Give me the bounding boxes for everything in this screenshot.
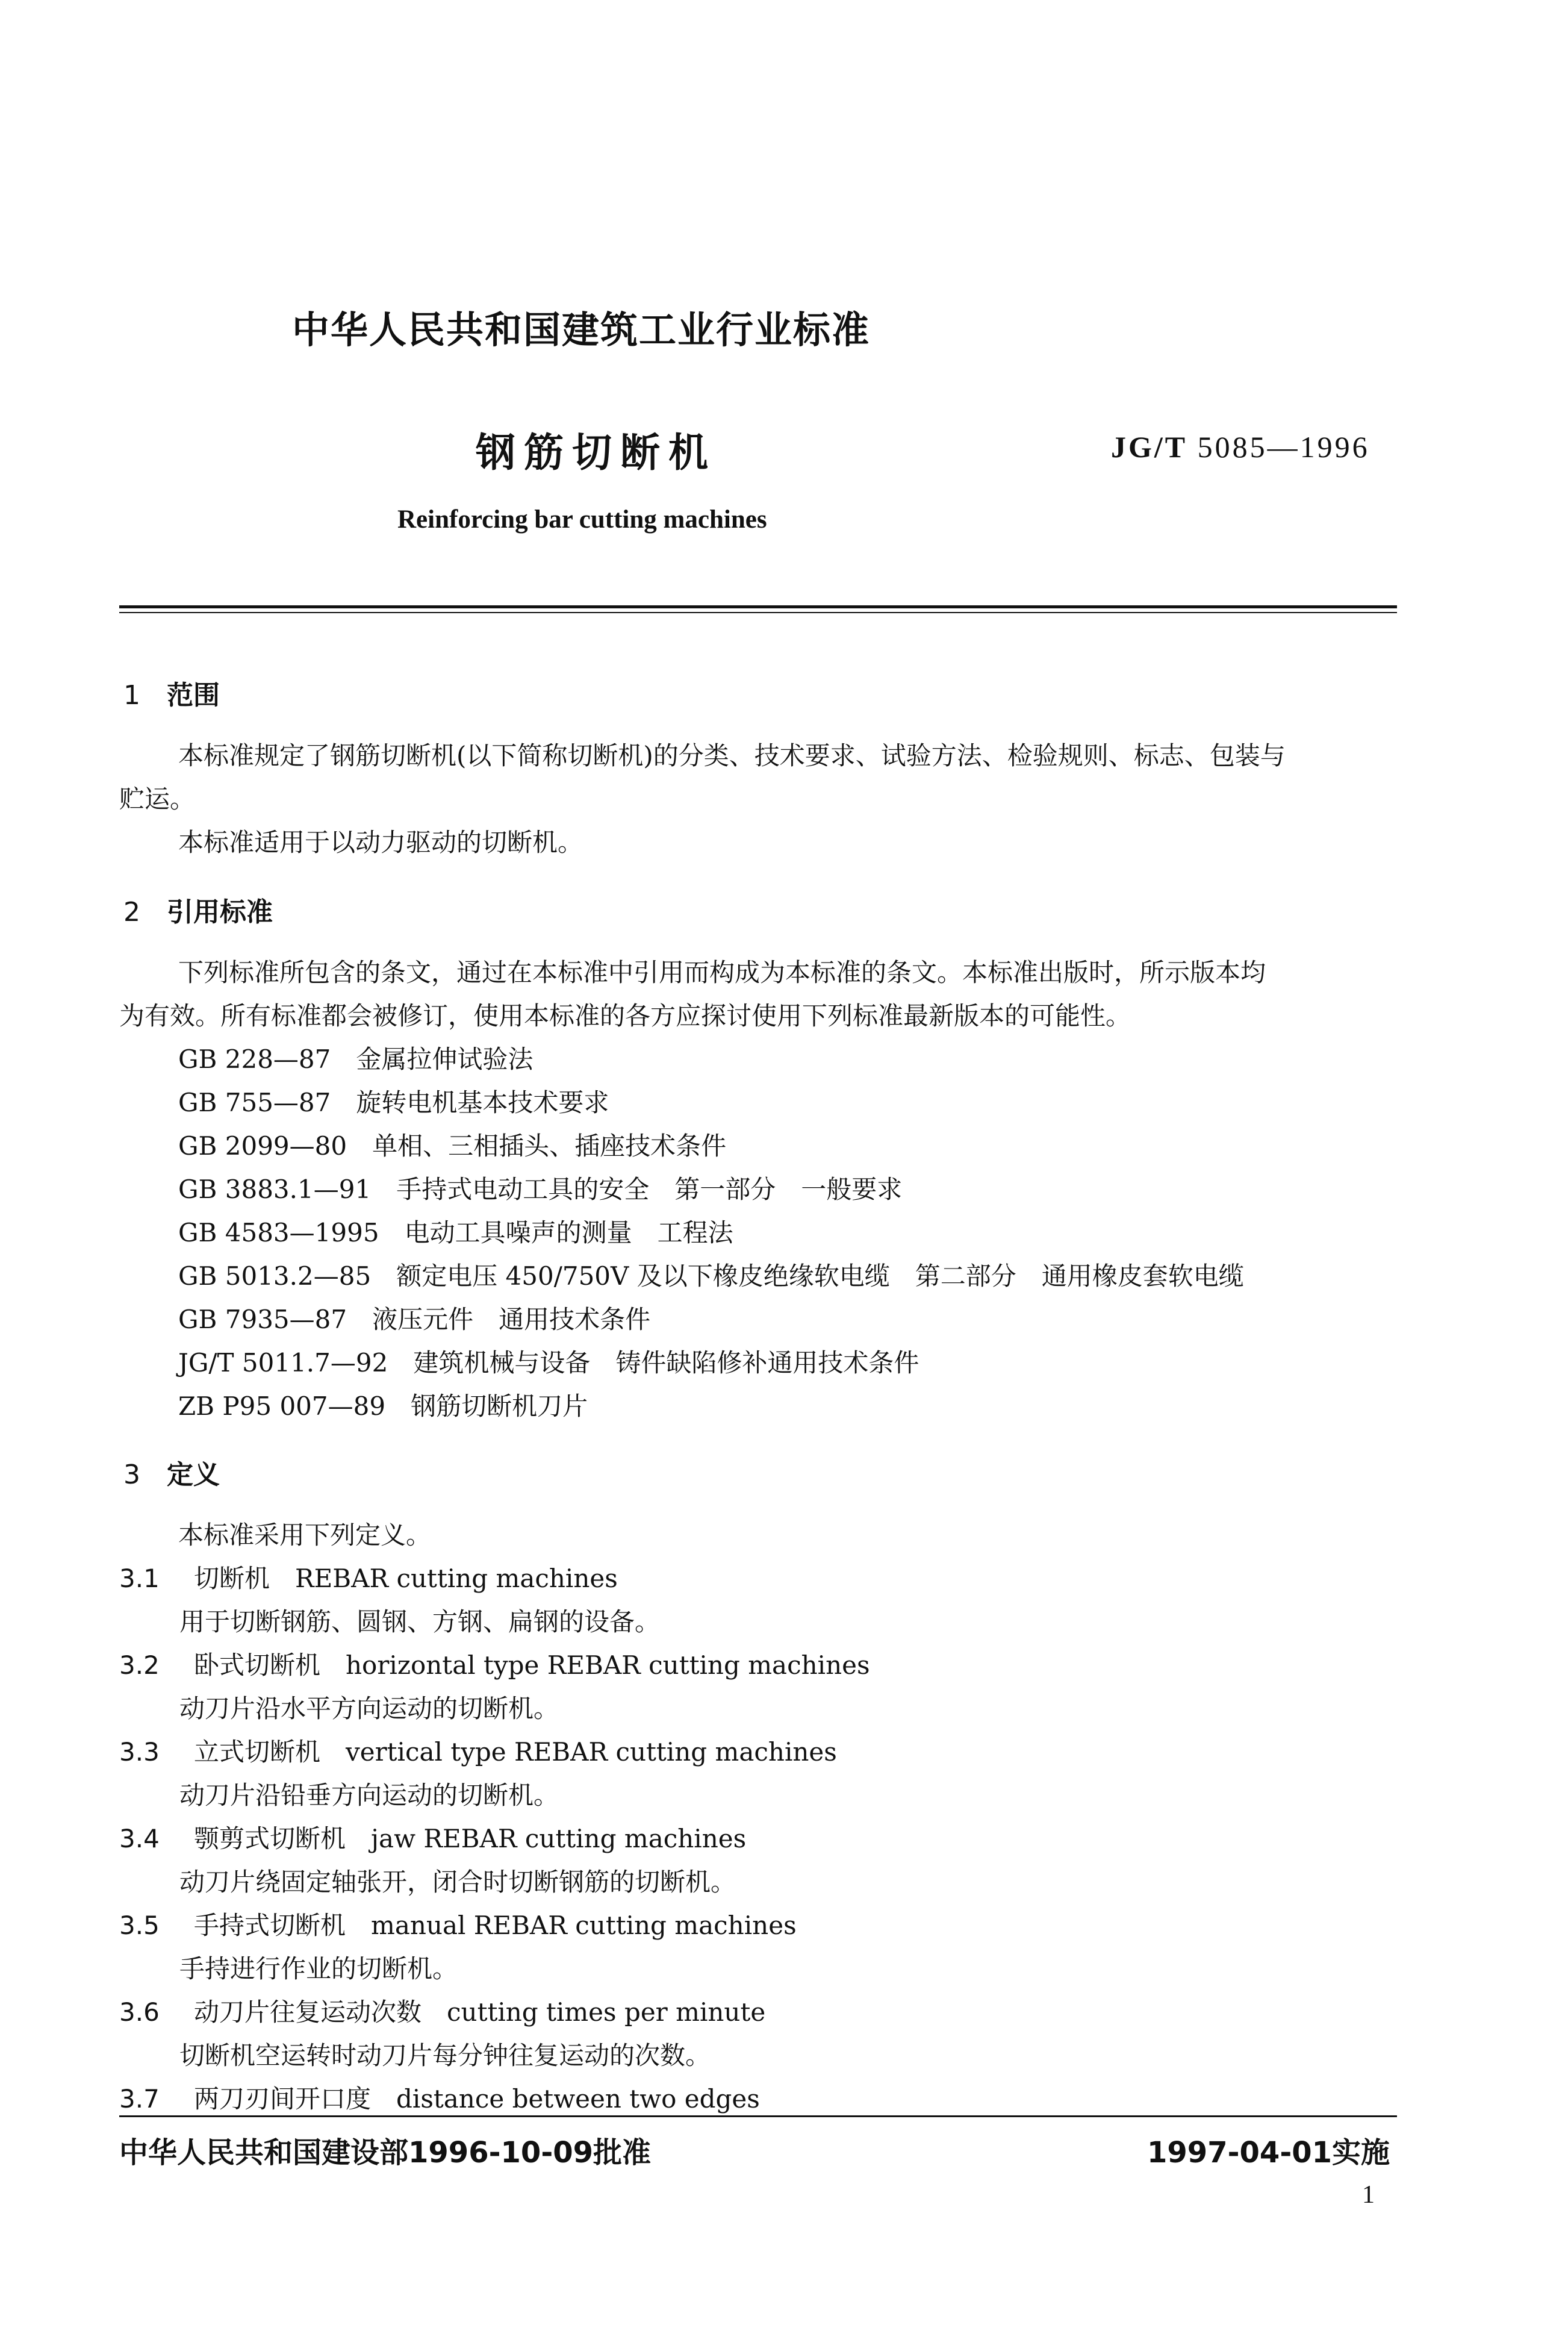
reference-name: 液压元件 通用技术条件 [372,1305,651,1334]
definition-description: 动刀片绕固定轴张开，闭合时切断钢筋的切断机。 [179,1867,736,1897]
definition-term-text: 切断机 REBAR cutting machines [194,1564,618,1593]
section-title: 范围 [167,680,220,711]
section-3-intro: 本标准采用下列定义。 [178,1520,432,1550]
reference-code: GB 755—87 [178,1088,331,1117]
section-1-paragraph-1-line-1: 本标准规定了钢筋切断机(以下简称切断机)的分类、技术要求、试验方法、检验规则、标志、包装与 [178,741,1286,770]
reference-item [178,1387,588,1423]
definition-term-text: 手持式切断机 manual REBAR cutting machines [194,1911,797,1940]
page-number: 1 [1362,2181,1375,2209]
footer-rule [119,2115,1397,2117]
reference-item [178,1343,919,1379]
definition-number: 3.4 [119,1824,160,1853]
section-2-heading [123,890,273,929]
reference-name: 旋转电机基本技术要求 [356,1088,609,1117]
definition-number: 3.5 [119,1911,160,1940]
reference-item [178,1126,726,1162]
approval-statement: 中华人民共和国建设部1996-10-09批准 [119,2136,652,2170]
reference-name: 钢筋切断机刀片 [411,1391,588,1421]
definition-term [119,1732,837,1768]
reference-code: GB 4583—1995 [178,1218,379,1247]
reference-code: JG/T 5011.7—92 [178,1348,388,1378]
definition-number: 3.7 [119,2084,160,2114]
section-number: 2 [123,897,140,928]
header-rule-thin [119,612,1397,613]
reference-code: GB 7935—87 [178,1305,347,1334]
section-2-paragraph-line-2: 为有效。所有标准都会被修订，使用本标准的各方应探讨使用下列标准最新版本的可能性。 [119,1001,1131,1031]
section-1-paragraph-2: 本标准适用于以动力驱动的切断机。 [178,828,583,857]
reference-item [178,1170,902,1206]
reference-code: GB 228—87 [178,1044,331,1074]
definition-term [119,1559,618,1595]
section-1-paragraph-1-line-2: 贮运。 [119,784,196,814]
effective-date: 1997-04-01实施 [1147,2136,1390,2170]
definition-number: 3.2 [119,1650,160,1680]
definition-term-text: 卧式切断机 horizontal type REBAR cutting machines [194,1650,870,1680]
reference-name: 电动工具噪声的测量 工程法 [404,1218,733,1247]
reference-name: 建筑机械与设备 铸件缺陷修补通用技术条件 [413,1348,919,1378]
section-number: 1 [123,680,140,711]
reference-code: GB 5013.2—85 [178,1261,372,1291]
reference-code: GB 2099—80 [178,1131,347,1161]
definition-term [119,1646,870,1682]
section-1-heading [123,673,220,712]
definition-description: 动刀片沿铅垂方向运动的切断机。 [179,1780,559,1810]
definition-term-text: 立式切断机 vertical type REBAR cutting machines [194,1737,837,1767]
issuing-organization: 中华人民共和国建筑工业行业标准 [292,308,871,352]
reference-item [178,1300,650,1336]
definition-description: 手持进行作业的切断机。 [179,1954,458,1983]
standard-code [1111,429,1370,464]
reference-item [178,1083,609,1119]
definition-term [119,1992,765,2029]
reference-code: ZB P95 007—89 [178,1391,386,1421]
reference-item [178,1256,1244,1293]
definition-number: 3.3 [119,1737,160,1767]
reference-name: 手持式电动工具的安全 第一部分 一般要求 [396,1175,903,1204]
section-3-heading [123,1453,220,1491]
reference-name: 金属拉伸试验法 [356,1044,534,1074]
section-title: 定义 [167,1459,220,1490]
definition-term-text: 颚剪式切断机 jaw REBAR cutting machines [194,1824,747,1853]
definition-description: 动刀片沿水平方向运动的切断机。 [179,1694,559,1723]
reference-name: 额定电压 450/750V 及以下橡皮绝缘软电缆 第二部分 通用橡皮套软电缆 [396,1261,1244,1291]
definition-number: 3.6 [119,1997,160,2027]
reference-name: 单相、三相插头、插座技术条件 [372,1131,727,1161]
reference-item [178,1213,733,1249]
section-number: 3 [123,1459,140,1490]
standard-code-prefix: JG/T [1111,430,1188,464]
definition-term-text: 动刀片往复运动次数 cutting times per minute [194,1997,766,2027]
standard-title-en: Reinforcing bar cutting machines [397,505,767,534]
section-title: 引用标准 [167,897,273,928]
standard-title-cn: 钢筋切断机 [476,429,717,476]
standard-code-number: 5085—1996 [1197,430,1370,464]
section-2-paragraph-line-1: 下列标准所包含的条文，通过在本标准中引用而构成为本标准的条文。本标准出版时，所示版本均 [178,958,1266,987]
definition-number: 3.1 [119,1564,160,1593]
definition-description: 切断机空运转时动刀片每分钟往复运动的次数。 [179,2041,711,2070]
definition-term [119,1819,746,1855]
definition-term-text: 两刀刃间开口度 distance between two edges [194,2084,760,2114]
reference-item [178,1040,533,1076]
reference-code: GB 3883.1—91 [178,1175,372,1204]
header-rule-thick [119,605,1397,608]
definition-term-cut-off [119,2079,760,2117]
definition-term [119,1906,797,1942]
definition-description: 用于切断钢筋、圆钢、方钢、扁钢的设备。 [179,1607,661,1637]
